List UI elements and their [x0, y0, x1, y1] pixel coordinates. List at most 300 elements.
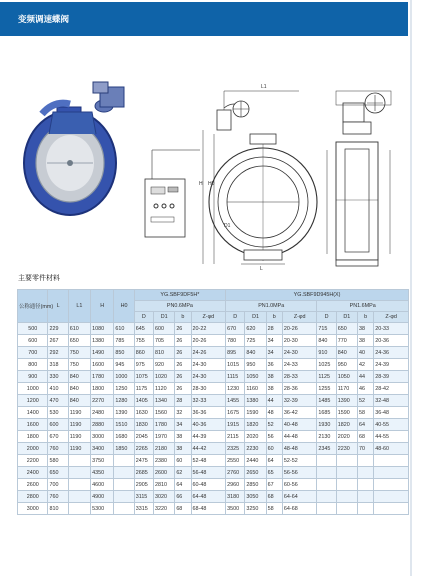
table-cell: 56-56	[282, 467, 317, 479]
table-cell: 760	[48, 491, 68, 503]
table-cell: 24-36	[374, 347, 409, 359]
table-cell: 58	[358, 407, 374, 419]
table-cell: 28	[175, 395, 191, 407]
header-h0: H0	[114, 290, 134, 323]
dn-cell: 500	[18, 323, 48, 335]
table-cell: 1915	[226, 419, 245, 431]
table-cell	[358, 479, 374, 491]
table-cell: 42	[358, 359, 374, 371]
table-cell: 4600	[91, 479, 114, 491]
table-row	[18, 323, 409, 335]
table-cell: 410	[48, 383, 68, 395]
table-cell: 1255	[317, 383, 336, 395]
table-cell: 56-48	[191, 467, 226, 479]
table-cell: 46	[358, 383, 374, 395]
table-cell: 67	[266, 479, 282, 491]
table-cell: 645	[134, 323, 153, 335]
table-cell: 1820	[245, 419, 266, 431]
table-cell: 62	[175, 467, 191, 479]
table-cell: 28-36	[282, 383, 317, 395]
subheader-d1-2: D1	[245, 312, 266, 323]
table-row	[18, 359, 409, 371]
table-row	[18, 347, 409, 359]
table-cell: 38	[266, 371, 282, 383]
table-cell: 3020	[154, 491, 175, 503]
table-cell: 28-39	[374, 371, 409, 383]
table-cell: 292	[48, 347, 68, 359]
table-cell: 40-36	[191, 419, 226, 431]
table-cell: 40-48	[282, 419, 317, 431]
table-cell	[114, 467, 134, 479]
table-cell	[336, 455, 357, 467]
table-cell: 3315	[134, 503, 153, 515]
table-cell: 2810	[154, 479, 175, 491]
table-cell: 530	[48, 407, 68, 419]
subheader-zphid-1: Z-φd	[191, 312, 226, 323]
table-cell: 1930	[317, 419, 336, 431]
table-cell: 38	[175, 431, 191, 443]
subheader-zphid-3: Z-φd	[374, 312, 409, 323]
table-cell: 1590	[336, 407, 357, 419]
table-cell: 1175	[134, 383, 153, 395]
dn-cell: 1600	[18, 419, 48, 431]
table-cell: 40	[358, 347, 374, 359]
header-pn16: PN1.6MPa	[317, 301, 409, 312]
table-cell: 2685	[134, 467, 153, 479]
spec-table-body	[18, 323, 409, 515]
table-cell: 34	[266, 335, 282, 347]
table-cell: 2345	[317, 443, 336, 455]
table-cell: 36-42	[282, 407, 317, 419]
header-pn06: PN0.6MPa	[134, 301, 225, 312]
table-cell: 64	[266, 455, 282, 467]
table-cell: 1685	[317, 407, 336, 419]
table-cell	[68, 503, 90, 515]
table-cell: 3115	[134, 491, 153, 503]
table-cell: 715	[317, 323, 336, 335]
table-cell: 1115	[226, 371, 245, 383]
table-row	[18, 371, 409, 383]
table-cell: 68	[266, 491, 282, 503]
table-cell: 1510	[114, 419, 134, 431]
table-cell: 3750	[91, 455, 114, 467]
table-cell: 2550	[226, 455, 245, 467]
table-cell: 52-48	[191, 455, 226, 467]
table-cell: 36	[266, 359, 282, 371]
table-cell: 840	[245, 347, 266, 359]
table-row	[18, 443, 409, 455]
table-cell: 32	[175, 407, 191, 419]
table-cell: 750	[68, 359, 90, 371]
table-cell: 1015	[226, 359, 245, 371]
table-cell: 1560	[154, 407, 175, 419]
table-cell: 3500	[226, 503, 245, 515]
table-cell: 24-39	[374, 359, 409, 371]
table-cell: 2230	[336, 443, 357, 455]
table-cell: 34	[175, 419, 191, 431]
table-cell: 2440	[245, 455, 266, 467]
table-cell: 68	[358, 431, 374, 443]
table-cell	[114, 455, 134, 467]
table-row	[18, 503, 409, 515]
subheader-b-2: b	[266, 312, 282, 323]
table-cell: 64	[175, 479, 191, 491]
table-cell: 1190	[68, 407, 90, 419]
table-cell	[114, 503, 134, 515]
table-cell: 267	[48, 335, 68, 347]
table-cell: 52	[358, 395, 374, 407]
table-cell: 1780	[91, 371, 114, 383]
table-cell	[114, 479, 134, 491]
table-cell: 26	[175, 323, 191, 335]
table-cell: 600	[154, 323, 175, 335]
table-cell: 26	[175, 371, 191, 383]
table-cell: 20-36	[374, 335, 409, 347]
table-cell: 1600	[91, 359, 114, 371]
table-cell: 26	[175, 383, 191, 395]
dn-cell: 1200	[18, 395, 48, 407]
table-cell: 650	[48, 467, 68, 479]
table-cell: 65	[266, 467, 282, 479]
table-cell: 2880	[91, 419, 114, 431]
table-cell: 3220	[154, 503, 175, 515]
table-cell	[336, 503, 357, 515]
table-cell: 1250	[114, 383, 134, 395]
table-cell: 68	[175, 503, 191, 515]
dim-label-d1: D1	[224, 223, 231, 229]
dn-cell: 2800	[18, 491, 48, 503]
table-cell: 1120	[154, 383, 175, 395]
table-cell: 1050	[245, 371, 266, 383]
subheader-b-3: b	[358, 312, 374, 323]
table-cell: 38	[266, 383, 282, 395]
table-cell: 20-33	[374, 323, 409, 335]
page-title-bar	[0, 2, 408, 36]
table-cell	[336, 479, 357, 491]
table-cell: 1280	[114, 395, 134, 407]
table-cell: 910	[317, 347, 336, 359]
dn-cell: 2200	[18, 455, 48, 467]
table-cell: 620	[245, 323, 266, 335]
table-cell	[336, 491, 357, 503]
table-cell: 229	[48, 323, 68, 335]
table-cell: 1050	[336, 371, 357, 383]
table-cell: 1190	[68, 443, 90, 455]
table-cell: 860	[134, 347, 153, 359]
table-cell: 26	[175, 359, 191, 371]
table-cell: 1800	[91, 383, 114, 395]
table-cell: 68-48	[191, 503, 226, 515]
table-cell: 1000	[114, 371, 134, 383]
subheader-d-2: D	[226, 312, 245, 323]
table-cell: 3180	[226, 491, 245, 503]
table-cell: 60-56	[282, 479, 317, 491]
table-cell: 32-39	[282, 395, 317, 407]
table-cell	[114, 491, 134, 503]
table-cell: 1380	[245, 395, 266, 407]
dim-label-h0: H0	[208, 181, 215, 187]
table-cell	[358, 467, 374, 479]
front-view-drawing	[203, 91, 317, 264]
table-cell: 64-48	[191, 491, 226, 503]
dn-cell: 3000	[18, 503, 48, 515]
table-cell: 28	[266, 323, 282, 335]
table-cell: 26	[175, 335, 191, 347]
table-cell: 20-26	[191, 335, 226, 347]
table-cell: 5300	[91, 503, 114, 515]
table-cell: 28-42	[374, 383, 409, 395]
table-cell: 1830	[134, 419, 153, 431]
header-l1: L1	[68, 290, 90, 323]
table-cell: 1075	[134, 371, 153, 383]
table-cell: 700	[48, 479, 68, 491]
table-cell	[317, 479, 336, 491]
table-cell: 840	[317, 335, 336, 347]
control-box	[145, 150, 200, 237]
table-cell	[68, 479, 90, 491]
side-view-drawing	[327, 91, 391, 266]
table-cell: 32-33	[191, 395, 226, 407]
table-cell: 48-48	[282, 443, 317, 455]
table-cell: 580	[48, 455, 68, 467]
table-cell	[68, 455, 90, 467]
table-row	[18, 479, 409, 491]
table-cell: 895	[226, 347, 245, 359]
table-cell: 20-22	[191, 323, 226, 335]
table-cell: 32-48	[374, 395, 409, 407]
table-cell: 1590	[245, 407, 266, 419]
table-cell: 1390	[336, 395, 357, 407]
dn-cell: 600	[18, 335, 48, 347]
table-cell: 38	[358, 323, 374, 335]
table-cell: 66	[175, 491, 191, 503]
table-cell: 2020	[245, 431, 266, 443]
table-cell: 2380	[154, 455, 175, 467]
table-cell: 780	[226, 335, 245, 347]
dimension-labels	[199, 84, 267, 272]
table-cell: 330	[48, 371, 68, 383]
table-cell: 2475	[134, 455, 153, 467]
table-cell: 770	[336, 335, 357, 347]
table-cell: 1490	[91, 347, 114, 359]
table-cell: 810	[154, 347, 175, 359]
table-cell: 600	[48, 419, 68, 431]
table-cell	[317, 467, 336, 479]
table-row	[18, 395, 409, 407]
table-cell	[317, 503, 336, 515]
table-cell: 34	[266, 347, 282, 359]
table-cell: 20-30	[282, 335, 317, 347]
table-cell	[68, 491, 90, 503]
table-row	[18, 431, 409, 443]
table-cell	[358, 491, 374, 503]
table-cell: 20-26	[282, 323, 317, 335]
table-cell: 840	[336, 347, 357, 359]
table-cell: 975	[134, 359, 153, 371]
table-cell: 24-30	[191, 359, 226, 371]
table-cell: 920	[154, 359, 175, 371]
table-cell: 60	[175, 455, 191, 467]
table-cell: 26	[175, 347, 191, 359]
subheader-b-1: b	[175, 312, 191, 323]
dn-cell: 1400	[18, 407, 48, 419]
table-cell: 670	[48, 431, 68, 443]
table-cell: 1380	[91, 335, 114, 347]
table-cell: 840	[68, 383, 90, 395]
table-cell: 1160	[245, 383, 266, 395]
valve-photo	[24, 82, 124, 215]
header-l: L	[48, 290, 68, 323]
table-cell	[336, 467, 357, 479]
table-cell: 1125	[317, 371, 336, 383]
table-cell: 70	[358, 443, 374, 455]
table-row	[18, 407, 409, 419]
table-cell: 1405	[134, 395, 153, 407]
table-cell: 44-42	[191, 443, 226, 455]
table-cell: 52	[266, 419, 282, 431]
table-cell: 64-68	[282, 503, 317, 515]
table-cell: 760	[48, 443, 68, 455]
table-cell: 38	[175, 443, 191, 455]
table-cell: 1630	[134, 407, 153, 419]
table-cell	[68, 467, 90, 479]
table-cell: 1025	[317, 359, 336, 371]
section-title: 主要零件材料	[18, 275, 60, 282]
table-cell: 24-30	[191, 371, 226, 383]
table-cell: 1675	[226, 407, 245, 419]
table-cell: 2180	[154, 443, 175, 455]
table-cell: 950	[245, 359, 266, 371]
table-cell: 44-39	[191, 431, 226, 443]
table-cell	[317, 491, 336, 503]
table-cell: 60-48	[191, 479, 226, 491]
table-cell: 1230	[226, 383, 245, 395]
table-cell: 28-30	[191, 383, 226, 395]
table-cell: 755	[134, 335, 153, 347]
table-cell: 2650	[245, 467, 266, 479]
table-cell: 2760	[226, 467, 245, 479]
table-cell: 2045	[134, 431, 153, 443]
table-cell: 945	[114, 359, 134, 371]
table-cell: 44	[358, 371, 374, 383]
dn-cell: 2000	[18, 443, 48, 455]
table-cell: 2265	[134, 443, 153, 455]
table-row	[18, 335, 409, 347]
table-cell: 750	[68, 347, 90, 359]
subheader-d1-1: D1	[154, 312, 175, 323]
table-row	[18, 419, 409, 431]
table-cell: 725	[245, 335, 266, 347]
table-cell: 64-64	[282, 491, 317, 503]
table-cell: 2960	[226, 479, 245, 491]
table-cell: 2905	[134, 479, 153, 491]
subheader-d-3: D	[317, 312, 336, 323]
dn-cell: 700	[18, 347, 48, 359]
header-dn: 公称通径(mm)	[18, 290, 48, 323]
table-cell: 44-48	[282, 431, 317, 443]
dn-cell: 900	[18, 371, 48, 383]
table-cell: 38	[358, 335, 374, 347]
table-cell: 24-26	[191, 347, 226, 359]
spec-table-wrapper	[17, 289, 409, 515]
table-cell: 24-30	[282, 347, 317, 359]
table-cell: 1455	[226, 395, 245, 407]
table-cell: 2325	[226, 443, 245, 455]
table-cell: 1680	[114, 431, 134, 443]
table-cell: 2130	[317, 431, 336, 443]
table-cell: 64	[358, 419, 374, 431]
table-cell: 950	[336, 359, 357, 371]
table-cell	[358, 503, 374, 515]
table-cell	[374, 467, 409, 479]
table-cell: 610	[114, 323, 134, 335]
table-cell: 1820	[336, 419, 357, 431]
table-row	[18, 383, 409, 395]
table-cell	[358, 455, 374, 467]
table-cell	[374, 455, 409, 467]
table-cell: 318	[48, 359, 68, 371]
product-figures	[0, 40, 425, 270]
table-cell: 56	[266, 431, 282, 443]
table-cell	[374, 479, 409, 491]
table-cell: 2020	[336, 431, 357, 443]
table-cell: 610	[68, 323, 90, 335]
page-title: 变频调速蝶阀	[18, 14, 70, 24]
table-cell: 650	[68, 335, 90, 347]
table-row	[18, 455, 409, 467]
table-cell: 2850	[245, 479, 266, 491]
table-cell	[374, 491, 409, 503]
table-cell: 3000	[91, 431, 114, 443]
table-cell: 2480	[91, 407, 114, 419]
header-model-a: YG.SBF9DF5H*	[134, 290, 225, 301]
table-cell: 4350	[91, 467, 114, 479]
table-cell: 1340	[154, 395, 175, 407]
table-cell: 1970	[154, 431, 175, 443]
table-cell: 1170	[336, 383, 357, 395]
table-cell: 2270	[91, 395, 114, 407]
subheader-d1-3: D1	[336, 312, 357, 323]
table-cell: 2230	[245, 443, 266, 455]
table-cell: 705	[154, 335, 175, 347]
table-cell: 44-55	[374, 431, 409, 443]
table-cell: 1190	[68, 419, 90, 431]
table-cell: 3250	[245, 503, 266, 515]
table-cell: 3050	[245, 491, 266, 503]
table-cell: 60	[266, 443, 282, 455]
table-cell: 4900	[91, 491, 114, 503]
table-cell: 1850	[114, 443, 134, 455]
table-cell: 850	[114, 347, 134, 359]
table-cell: 1485	[317, 395, 336, 407]
table-cell: 670	[226, 323, 245, 335]
dn-cell: 1800	[18, 431, 48, 443]
table-cell: 1080	[91, 323, 114, 335]
table-cell: 3400	[91, 443, 114, 455]
table-cell: 40-55	[374, 419, 409, 431]
table-cell: 48-60	[374, 443, 409, 455]
dim-label-h: H	[199, 181, 203, 187]
table-cell: 44	[266, 395, 282, 407]
dn-cell: 2600	[18, 479, 48, 491]
subheader-d-1: D	[134, 312, 153, 323]
dn-cell: 800	[18, 359, 48, 371]
table-cell: 1190	[68, 431, 90, 443]
table-cell: 28-33	[282, 371, 317, 383]
header-pn10: PN1.0MPa	[226, 301, 317, 312]
table-row	[18, 491, 409, 503]
table-cell: 58	[266, 503, 282, 515]
